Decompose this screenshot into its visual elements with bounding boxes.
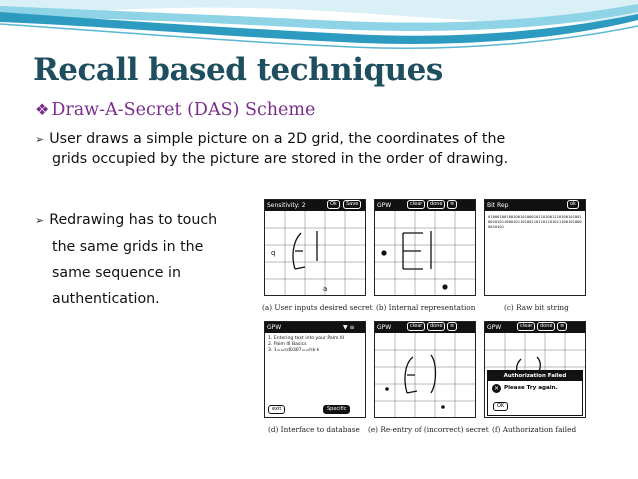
clear-button: clear — [517, 322, 535, 331]
bullet-2-line-3: same sequence in — [52, 265, 181, 281]
auth-ok-button: OK — [493, 402, 508, 411]
database-entry: 1. Entering text into your Palm III — [268, 336, 344, 341]
error-x-icon: ✕ — [493, 385, 500, 392]
diamond-bullet-icon: ❖ — [35, 100, 50, 119]
panel-e-grid — [375, 333, 475, 417]
panel-d-title: GPW — [267, 324, 282, 331]
subtitle-text: Draw-A-Secret (DAS) Scheme — [51, 100, 316, 120]
bullet-2-line-1: Redrawing has to touch — [49, 212, 218, 228]
panel-e-title: GPW — [377, 324, 392, 331]
database-entry: 3. 1==cd0307==h$-k — [268, 348, 320, 353]
panel-a-title: Sensitivity: 2 — [267, 202, 306, 209]
svg-text:a: a — [323, 285, 328, 293]
slide-title: Recall based techniques — [33, 52, 443, 88]
panel-f-title: GPW — [487, 324, 502, 331]
database-entry: 2. Palm III Basics — [268, 342, 307, 347]
panel-b-titlebar — [375, 200, 475, 211]
bullet-2-line-2: the same grids in the — [52, 239, 204, 255]
caption-b: (b) Internal representation — [376, 303, 476, 312]
auth-failed-title: Authorization Failed — [488, 371, 582, 381]
menu-icon: ≡ — [447, 322, 457, 331]
panel-a-titlebar — [265, 200, 365, 211]
menu-icon: ≡ — [557, 322, 567, 331]
bullet-2 — [35, 207, 255, 312]
panel-reentry — [374, 321, 476, 418]
caption-d: (d) Interface to database — [268, 425, 360, 434]
save-button: Save — [343, 200, 361, 209]
arrow-bullet-icon: ➢ — [35, 133, 45, 146]
caption-e: (e) Re-entry of (incorrect) secret — [368, 425, 489, 434]
auth-failed-message: Please Try again. — [504, 385, 558, 391]
done-button: done — [537, 322, 555, 331]
panel-database-interface — [264, 321, 366, 418]
header-swoosh-decoration — [0, 0, 638, 60]
panel-c-title: Bit Rep — [487, 202, 509, 209]
bullet-1 — [35, 130, 630, 169]
panel-f-grid — [485, 333, 585, 371]
panel-raw-bits — [484, 199, 586, 296]
done-button: done — [427, 322, 445, 331]
bullet-2-line-4: authentication. — [52, 291, 160, 307]
arrow-bullet-icon: ➢ — [35, 214, 45, 227]
ok-button: Ok — [327, 200, 340, 209]
bullet-1-line-2: grids occupied by the picture are stored in the order of drawing. — [52, 150, 509, 167]
specific-button: Specific — [323, 405, 350, 414]
subtitle — [35, 100, 315, 120]
das-figure — [256, 188, 588, 440]
svg-text:q: q — [271, 249, 276, 257]
panel-internal-representation — [374, 199, 476, 296]
panel-auth-failed — [484, 321, 586, 418]
ok-button: ok — [567, 200, 579, 209]
caption-f: (f) Authorization failed — [492, 425, 577, 434]
done-button: done — [427, 200, 445, 209]
clear-button: clear — [407, 322, 425, 331]
menu-icon: ≡ — [447, 200, 457, 209]
auth-failed-dialog — [487, 370, 583, 416]
clear-button: clear — [407, 200, 425, 209]
bullet-1-line-1: User draws a simple picture on a 2D grid, the coordinates of the — [49, 131, 506, 147]
exit-button: exit — [268, 405, 285, 414]
panel-d-titlebar — [265, 322, 365, 333]
panel-b-title: GPW — [377, 202, 392, 209]
bit-string: 01000100100100101000101101001110100101001001010110001011010011011011010111001010000010101 — [488, 214, 582, 230]
caption-a: (a) User inputs desired secret — [262, 303, 373, 312]
panel-e-titlebar — [375, 322, 475, 333]
caption-c: (c) Raw bit string — [504, 303, 569, 312]
panel-b-grid — [375, 211, 475, 295]
panel-f-titlebar — [485, 322, 585, 333]
dropdown-menu-icon: ▼ ≡ — [343, 324, 355, 331]
panel-a-grid — [265, 211, 365, 295]
panel-c-titlebar — [485, 200, 585, 211]
database-entries — [268, 336, 344, 354]
panel-user-input — [264, 199, 366, 296]
